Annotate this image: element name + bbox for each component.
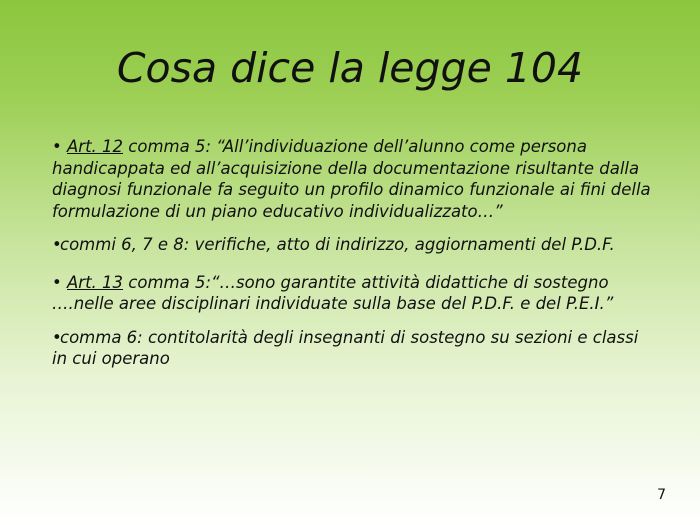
bullet-paragraph-3-text: comma 5:“…sono garantite attività didattiche di sostegno ….nelle aree disciplinari individuate sulla base del P.D.F. e del P.E.I.” (52, 272, 614, 313)
page-number: 7 (657, 487, 666, 503)
bullet-paragraph-1-text: comma 5: “All’individuazione dell’alunno come persona handicappata ed all’acquisizione della documentazione risultante dalla diagnosi funzionale fa seguito un profilo dinamico funzionale ai fini della formulazione di un piano educativo individualizzato…” (52, 137, 651, 221)
bullet-paragraph-2 (52, 234, 652, 256)
slide-body (52, 136, 652, 370)
page-title: Cosa dice la legge 104 (116, 44, 584, 92)
bullet-paragraph-2-text: commi 6, 7 e 8: verifiche, atto di indirizzo, aggiornamenti del P.D.F. (60, 235, 615, 254)
bullet-paragraph-3 (52, 272, 652, 315)
article-reference-link-12[interactable]: Art. 12 (67, 137, 124, 156)
bullet-marker: • (52, 272, 62, 292)
bullet-paragraph-4 (52, 327, 652, 370)
bullet-marker: • (52, 137, 62, 156)
bullet-marker: • (52, 327, 62, 347)
article-reference-link-13[interactable]: Art. 13 (67, 272, 124, 292)
bullet-marker: • (52, 235, 62, 254)
bullet-paragraph-1 (52, 136, 652, 222)
bullet-paragraph-4-text: comma 6: contitolarità degli insegnanti di sostegno su sezioni e classi in cui operano (52, 327, 639, 368)
